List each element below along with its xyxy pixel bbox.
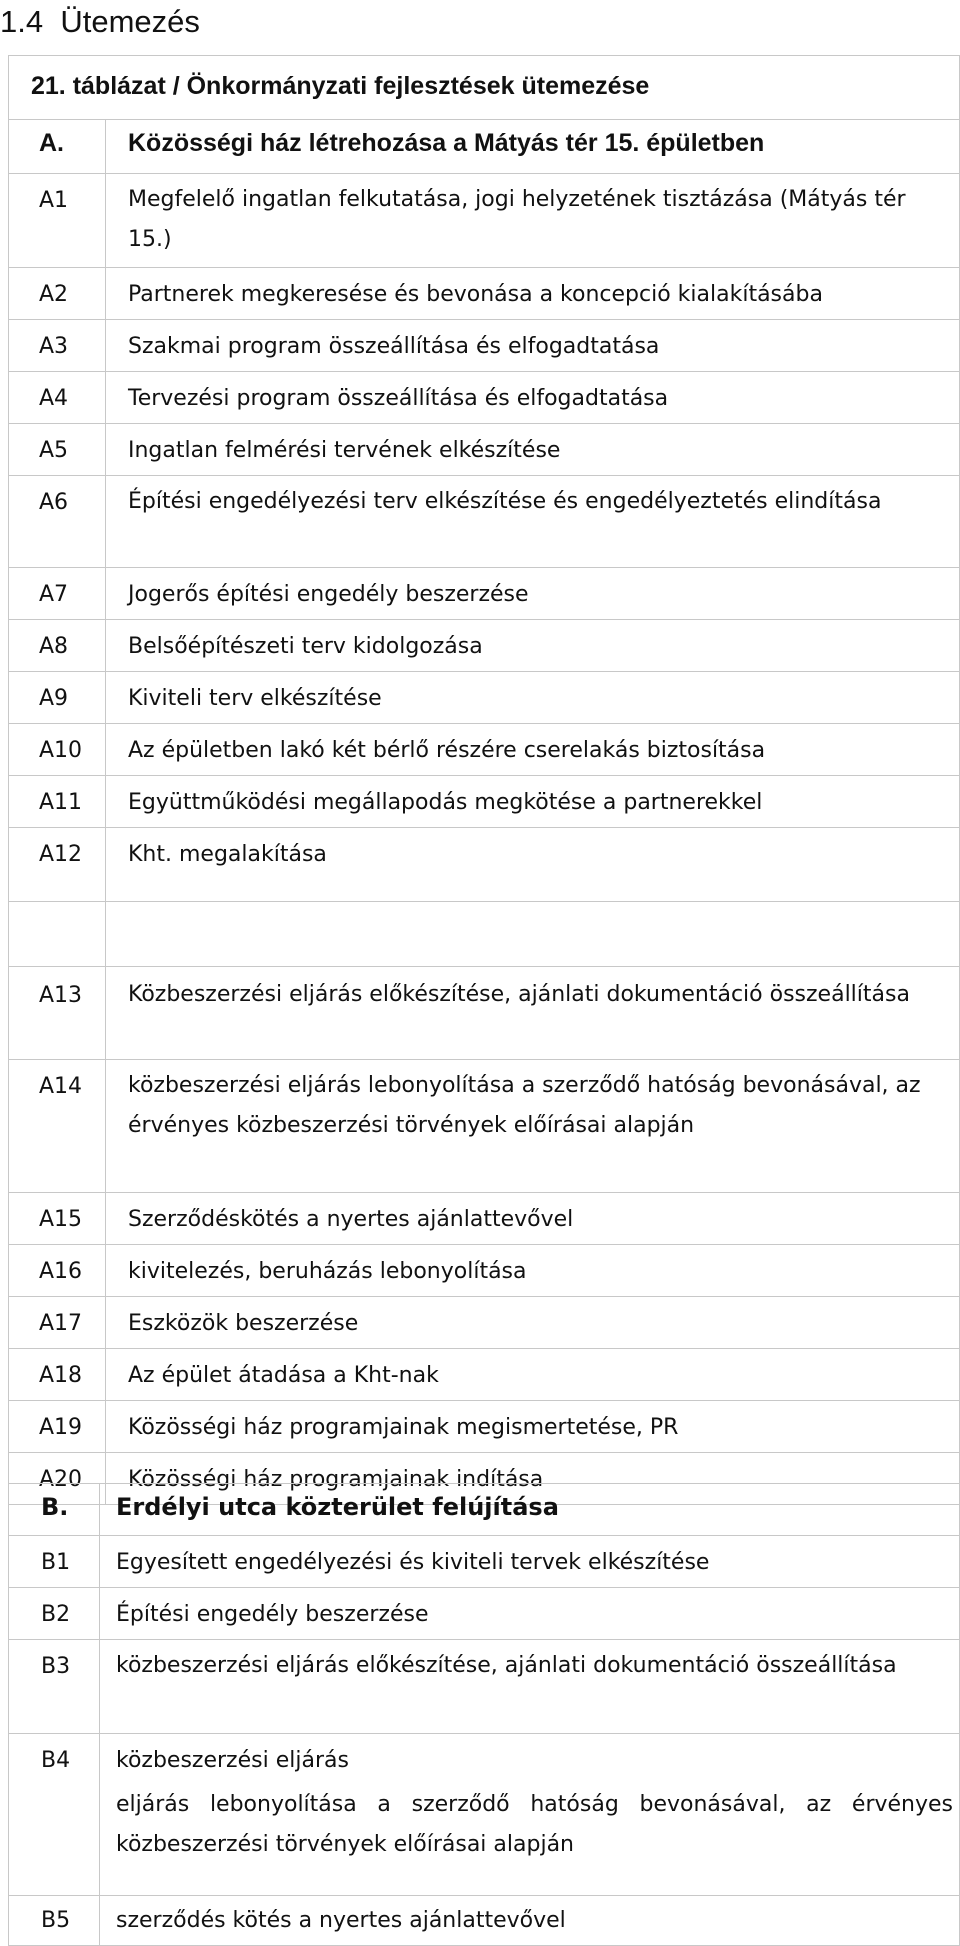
row-code: A12 <box>39 842 83 867</box>
table-row <box>9 1536 960 1588</box>
row-text: közbeszerzési eljárás lebonyolítása a szerződő hatóság bevonásával, az érvényes közbeszerzési törvények előírásai alapján <box>128 1073 921 1138</box>
row-code: A14 <box>39 1074 83 1099</box>
table-row <box>9 268 960 320</box>
table-row <box>9 1401 960 1453</box>
row-code: A16 <box>39 1259 83 1284</box>
row-text: kivitelezés, beruházás lebonyolítása <box>128 1259 527 1284</box>
row-text: Eszközök beszerzése <box>128 1311 359 1336</box>
section-code: B. <box>41 1493 69 1521</box>
row-text: Partnerek megkeresése és bevonása a koncepció kialakításába <box>128 282 823 307</box>
table-row <box>9 1734 960 1896</box>
row-code: A9 <box>39 686 69 711</box>
row-text: közbeszerzési eljárás előkészítése, ajánlati dokumentáció összeállítása <box>116 1653 897 1678</box>
row-text: Az épületben lakó két bérlő részére cserelakás biztosítása <box>128 738 766 763</box>
table-row <box>9 174 960 268</box>
table-caption: 21. táblázat / Önkormányzati fejlesztések ütemezése <box>31 72 650 100</box>
row-text: Szakmai program összeállítása és elfogadtatása <box>128 334 660 359</box>
section-title: Erdélyi utca közterület felújítása <box>116 1493 559 1521</box>
row-text: közbeszerzési eljárás <box>116 1748 349 1773</box>
table-row <box>9 1245 960 1297</box>
table-row <box>9 424 960 476</box>
section-title: Közösségi ház létrehozása a Mátyás tér 15. épületben <box>128 129 765 157</box>
table-row <box>9 1349 960 1401</box>
row-code: A19 <box>39 1415 83 1440</box>
section-code: A. <box>39 129 64 157</box>
row-text: Közösségi ház programjainak megismertetése, PR <box>128 1415 679 1440</box>
row-code: B2 <box>41 1602 71 1627</box>
schedule-table-b <box>8 1483 960 1946</box>
row-text: Kiviteli terv elkészítése <box>128 686 382 711</box>
section-b-row <box>9 1484 960 1536</box>
table-row <box>9 776 960 828</box>
row-text: Jogerős építési engedély beszerzése <box>128 582 529 607</box>
row-code: A2 <box>39 282 69 307</box>
row-code: A15 <box>39 1207 83 1232</box>
row-code: A10 <box>39 738 83 763</box>
row-code: B5 <box>41 1908 71 1933</box>
table-row <box>9 372 960 424</box>
row-text: szerződés kötés a nyertes ajánlattevővel <box>116 1908 566 1933</box>
row-code: A11 <box>39 790 83 815</box>
spacer-row <box>9 902 960 967</box>
row-text: Tervezési program összeállítása és elfogadtatása <box>128 386 669 411</box>
section-a-row <box>9 120 960 174</box>
row-code: A17 <box>39 1311 83 1336</box>
table-caption-row <box>9 56 960 120</box>
row-text-continued: eljárás lebonyolítása a szerződő hatóság bevonásával, az érvényes közbeszerzési törvények előírásai alapján <box>116 1792 953 1857</box>
row-text: Együttműködési megállapodás megkötése a partnerekkel <box>128 790 763 815</box>
row-text: Kht. megalakítása <box>128 842 327 867</box>
row-code: A4 <box>39 386 69 411</box>
row-code: B1 <box>41 1550 71 1575</box>
row-text: Közösségi ház programjainak indítása <box>128 1467 544 1492</box>
row-code: A7 <box>39 582 69 607</box>
table-row <box>9 967 960 1060</box>
section-heading <box>0 2 200 42</box>
table-row <box>9 320 960 372</box>
row-text: Belsőépítészeti terv kidolgozása <box>128 634 483 659</box>
row-code: A1 <box>39 188 69 213</box>
row-text: Építési engedélyezési terv elkészítése és engedélyeztetés elindítása <box>128 489 882 514</box>
table-row <box>9 1640 960 1734</box>
table-row <box>9 620 960 672</box>
row-text: Egyesített engedélyezési és kiviteli tervek elkészítése <box>116 1550 710 1575</box>
row-text: Szerződéskötés a nyertes ajánlattevővel <box>128 1207 574 1232</box>
row-code: A20 <box>39 1467 83 1492</box>
row-code: A5 <box>39 438 69 463</box>
table-row <box>9 1896 960 1946</box>
schedule-table <box>8 55 960 1505</box>
heading-number: 1.4 <box>0 4 44 39</box>
row-code: A6 <box>39 490 69 515</box>
row-code: B4 <box>41 1748 71 1773</box>
row-code: A8 <box>39 634 69 659</box>
table-row <box>9 1588 960 1640</box>
table-row <box>9 828 960 902</box>
row-code: A3 <box>39 334 69 359</box>
row-text: Közbeszerzési eljárás előkészítése, ajánlati dokumentáció összeállítása <box>128 982 910 1007</box>
row-text: Az épület átadása a Kht-nak <box>128 1363 439 1388</box>
row-text: Építési engedély beszerzése <box>116 1602 429 1627</box>
table-row <box>9 1193 960 1245</box>
table-row <box>9 476 960 568</box>
row-code: B3 <box>41 1654 71 1679</box>
table-row <box>9 568 960 620</box>
row-text: Megfelelő ingatlan felkutatása, jogi helyzetének tisztázása (Mátyás tér 15.) <box>128 187 906 252</box>
row-code: A18 <box>39 1363 83 1388</box>
row-code: A13 <box>39 983 83 1008</box>
row-text: Ingatlan felmérési tervének elkészítése <box>128 438 561 463</box>
table-row <box>9 1060 960 1193</box>
table-row <box>9 1297 960 1349</box>
table-row <box>9 724 960 776</box>
table-row <box>9 672 960 724</box>
heading-title: Ütemezés <box>60 4 200 39</box>
